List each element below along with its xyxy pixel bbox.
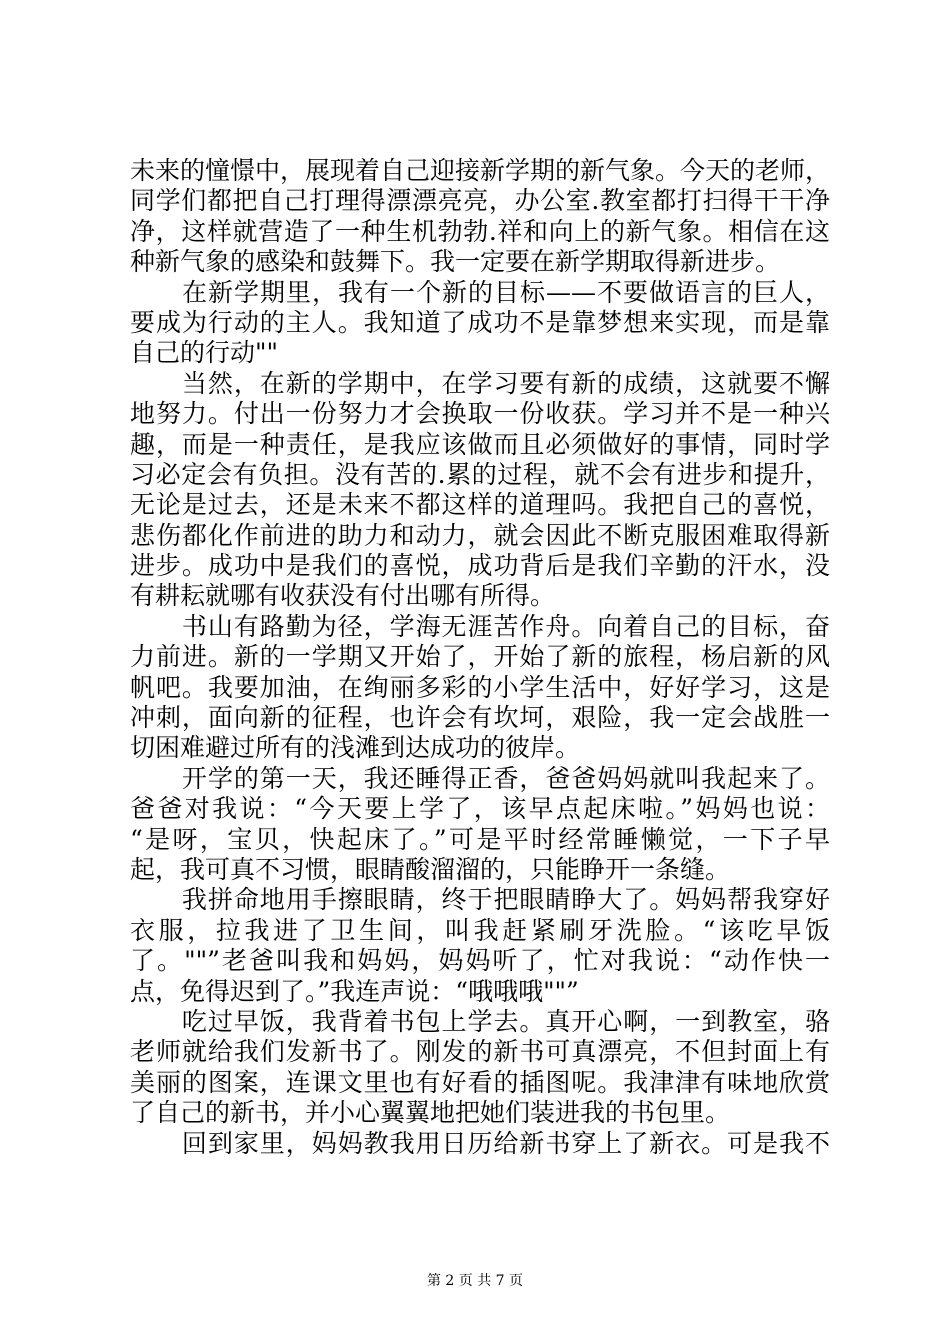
text-line: 我拼命地用手擦眼睛，终于把眼睛睁大了。妈妈帮我穿好 <box>130 885 830 915</box>
text-line: 种新气象的感染和鼓舞下。我一定要在新学期取得新进步。 <box>130 247 781 277</box>
text-line: 在新学期里，我有一个新的目标——不要做语言的巨人， <box>130 277 830 307</box>
text-line: 切困难避过所有的浅滩到达成功的彼岸。 <box>130 733 581 763</box>
text-line: 要成为行动的主人。我知道了成功不是靠梦想来实现，而是靠 <box>130 307 830 337</box>
page-number-label: 第 2 页 共 7 页 <box>426 1273 524 1289</box>
page-footer <box>0 1272 950 1290</box>
text-line: 冲刺，面向新的征程，也许会有坎坷，艰险，我一定会战胜一 <box>130 703 830 733</box>
text-line: 书山有路勤为径，学海无涯苦作舟。向着自己的目标，奋 <box>130 611 830 641</box>
text-line: 爸爸对我说：“今天要上学了，该早点起床啦。”妈妈也说： <box>130 794 830 824</box>
text-line: 力前进。新的一学期又开始了，开始了新的旅程，杨启新的风 <box>130 642 830 672</box>
text-line: 当然，在新的学期中，在学习要有新的成绩，这就要不懈 <box>130 368 830 398</box>
text-line: 悲伤都化作前进的助力和动力，就会因此不断克服困难取得新 <box>130 520 830 550</box>
text-line: “是呀，宝贝，快起床了。”可是平时经常睡懒觉，一下子早 <box>130 824 830 854</box>
text-line: 有耕耘就哪有收获没有付出哪有所得。 <box>130 581 556 611</box>
text-line: 起，我可真不习惯，眼睛酸溜溜的，只能睁开一条缝。 <box>130 854 731 884</box>
text-line: 开学的第一天，我还睡得正香，爸爸妈妈就叫我起来了。 <box>130 763 830 793</box>
text-line: 净，这样就营造了一种生机勃勃.祥和向上的新气象。相信在这 <box>130 216 830 246</box>
text-line: 帆吧。我要加油，在绚丽多彩的小学生活中，好好学习，这是 <box>130 672 830 702</box>
text-line: 衣服，拉我进了卫生间，叫我赶紧刷牙洗脸。“该吃早饭 <box>130 915 830 945</box>
text-line: 了。""”老爸叫我和妈妈，妈妈听了，忙对我说：“动作快一 <box>130 946 830 976</box>
text-line: 回到家里，妈妈教我用日历给新书穿上了新衣。可是我不 <box>130 1128 830 1158</box>
text-line: 同学们都把自己打理得漂漂亮亮，办公室.教室都打扫得干干净 <box>130 186 830 216</box>
text-line: 进步。成功中是我们的喜悦，成功背后是我们辛勤的汗水，没 <box>130 551 830 581</box>
text-line: 趣，而是一种责任，是我应该做而且必须做好的事情，同时学 <box>130 429 830 459</box>
text-line: 吃过早饭，我背着书包上学去。真开心啊，一到教室，骆 <box>130 1006 830 1036</box>
text-line: 老师就给我们发新书了。刚发的新书可真漂亮，不但封面上有 <box>130 1037 830 1067</box>
text-line: 了自己的新书，并小心翼翼地把她们装进我的书包里。 <box>130 1098 731 1128</box>
text-line: 自己的行动"" <box>130 338 278 368</box>
text-line: 美丽的图案，连课文里也有好看的插图呢。我津津有味地欣赏 <box>130 1067 830 1097</box>
text-line: 习必定会有负担。没有苦的.累的过程，就不会有进步和提升， <box>130 459 830 489</box>
text-line: 未来的憧憬中，展现着自己迎接新学期的新气象。今天的老师， <box>130 156 831 185</box>
text-line: 点，免得迟到了。”我连声说：“哦哦哦""” <box>130 976 579 1006</box>
text-line: 地努力。付出一份努力才会换取一份收获。学习并不是一种兴 <box>130 399 830 429</box>
body-text <box>130 156 830 1159</box>
text-line: 无论是过去，还是未来不都这样的道理吗。我把自己的喜悦， <box>130 490 830 520</box>
